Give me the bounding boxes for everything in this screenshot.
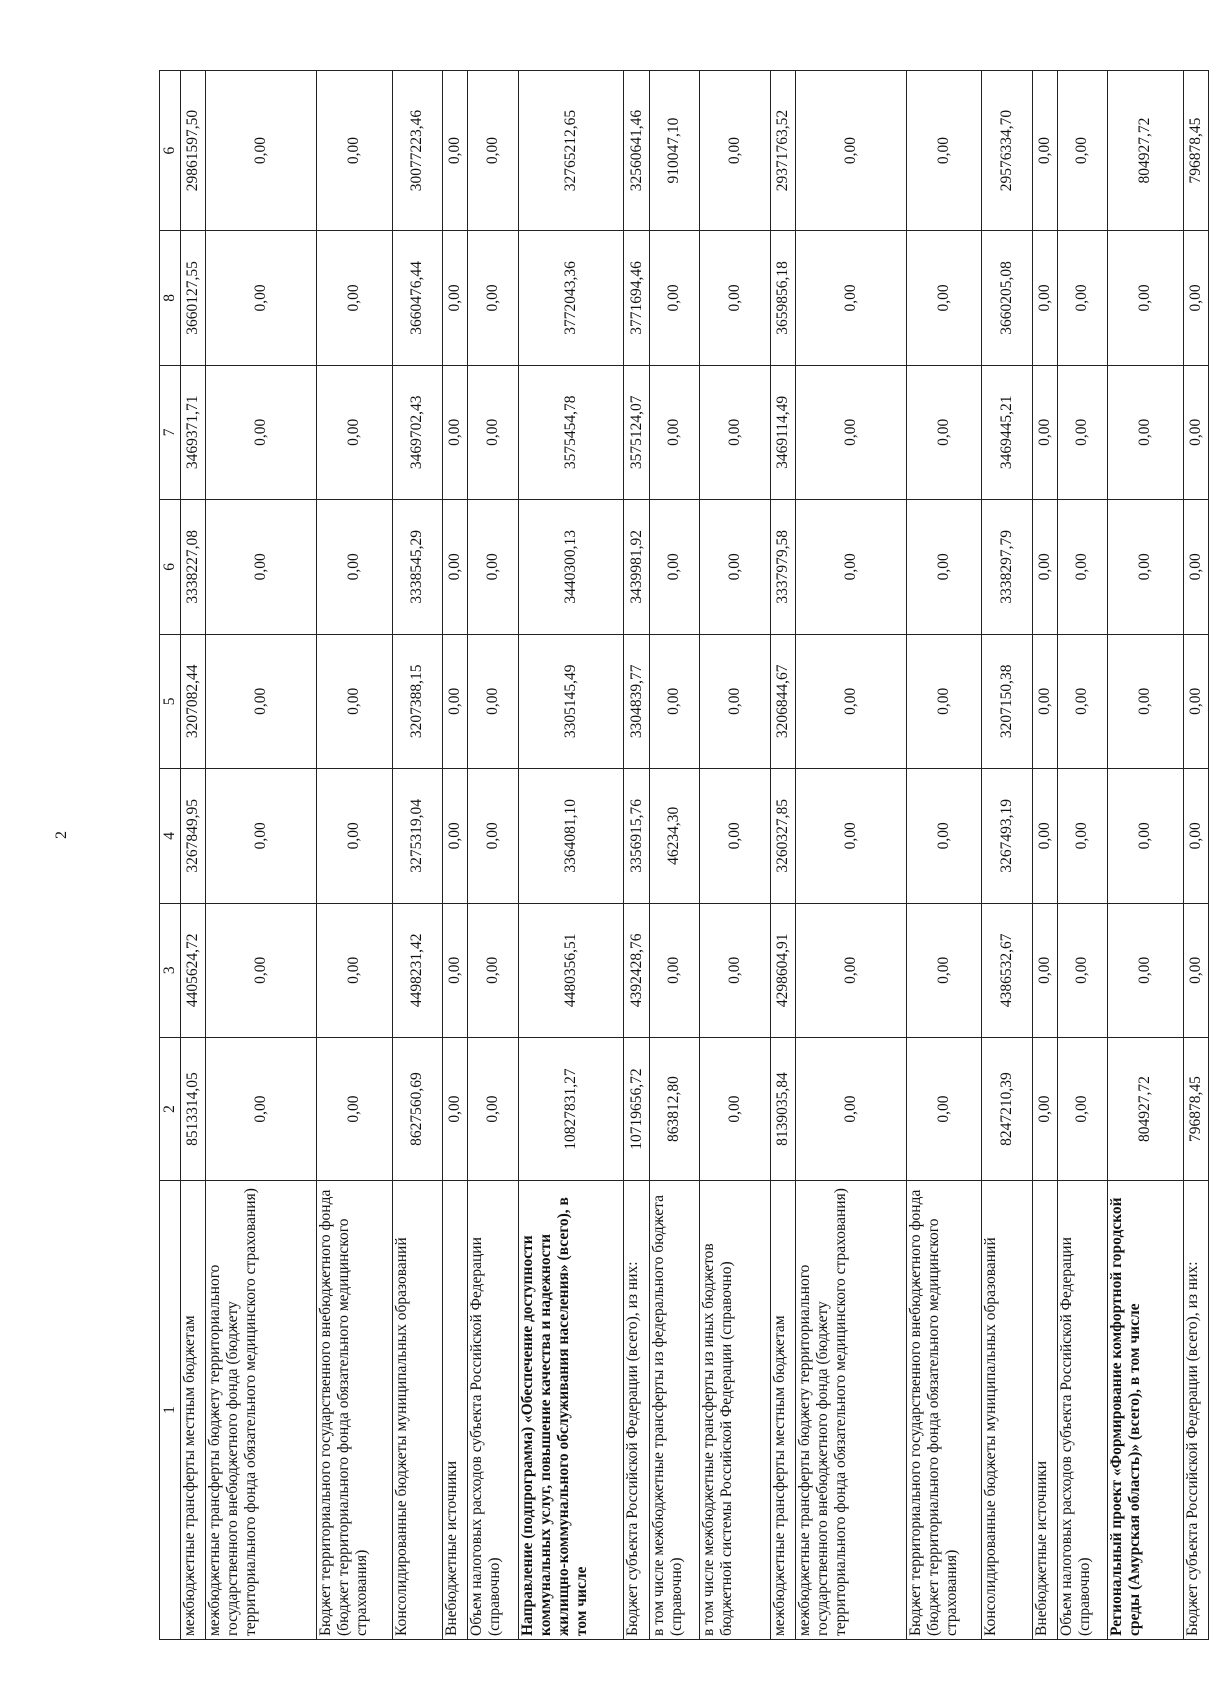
rotated-table-container bbox=[159, 70, 1209, 1640]
row-value: 3660205,08 bbox=[982, 231, 1032, 365]
row-value: 0,00 bbox=[443, 634, 468, 768]
row-label: в том числе межбюджетные трансферты из иных бюджетов бюджетной системы Российской Федерации (справочно) bbox=[699, 1181, 770, 1640]
row-label: Бюджет территориального государственного внебюджетного фонда (бюджет территориального фонда обязательного медицинского страхования) bbox=[906, 1181, 982, 1640]
row-value: 32765212,65 bbox=[518, 71, 624, 231]
row-value: 3267493,19 bbox=[982, 769, 1032, 903]
column-header: 7 bbox=[160, 365, 181, 499]
row-value: 0,00 bbox=[699, 769, 770, 903]
table-row bbox=[906, 71, 982, 1640]
row-value: 3575454,78 bbox=[518, 365, 624, 499]
row-value: 0,00 bbox=[206, 1038, 317, 1181]
row-value: 3356915,76 bbox=[624, 769, 649, 903]
row-value: 0,00 bbox=[1032, 903, 1057, 1037]
row-value: 3772043,36 bbox=[518, 231, 624, 365]
row-value: 0,00 bbox=[649, 903, 699, 1037]
column-header: 5 bbox=[160, 634, 181, 768]
column-header: 8 bbox=[160, 231, 181, 365]
row-value: 0,00 bbox=[906, 903, 982, 1037]
row-label: Внебюджетные источники bbox=[1032, 1181, 1057, 1640]
row-label: Направление (подпрограмма) «Обеспечение доступности коммунальных услуг, повышение качества и надежности жилищно-коммунального обслуживания населения» (всего), в том числе bbox=[518, 1181, 624, 1640]
table-row bbox=[443, 71, 468, 1640]
row-value: 0,00 bbox=[468, 769, 518, 903]
row-value: 0,00 bbox=[468, 1038, 518, 1181]
table-row bbox=[624, 71, 649, 1640]
row-value: 3771694,46 bbox=[624, 231, 649, 365]
row-value: 0,00 bbox=[795, 71, 906, 231]
row-value: 863812,80 bbox=[649, 1038, 699, 1181]
row-value: 10827831,27 bbox=[518, 1038, 624, 1181]
row-value: 3660127,55 bbox=[181, 231, 206, 365]
row-label: межбюджетные трансферты местным бюджетам bbox=[181, 1181, 206, 1640]
row-value: 0,00 bbox=[699, 1038, 770, 1181]
row-value: 804927,72 bbox=[1108, 1038, 1184, 1181]
row-value: 4405624,72 bbox=[181, 903, 206, 1037]
row-value: 0,00 bbox=[468, 500, 518, 634]
row-value: 0,00 bbox=[206, 231, 317, 365]
row-value: 3260327,85 bbox=[770, 769, 795, 903]
row-value: 0,00 bbox=[906, 500, 982, 634]
row-value: 0,00 bbox=[1183, 769, 1208, 903]
row-value: 0,00 bbox=[906, 231, 982, 365]
row-value: 3206844,67 bbox=[770, 634, 795, 768]
row-label: в том числе межбюджетные трансферты из федерального бюджета (справочно) bbox=[649, 1181, 699, 1640]
row-value: 0,00 bbox=[206, 71, 317, 231]
table-row bbox=[1108, 71, 1184, 1640]
row-value: 3439981,92 bbox=[624, 500, 649, 634]
row-value: 3338297,79 bbox=[982, 500, 1032, 634]
row-value: 0,00 bbox=[1108, 500, 1184, 634]
row-value: 4386532,67 bbox=[982, 903, 1032, 1037]
row-value: 796878,45 bbox=[1183, 1038, 1208, 1181]
row-value: 796878,45 bbox=[1183, 71, 1208, 231]
row-value: 0,00 bbox=[468, 365, 518, 499]
row-value: 0,00 bbox=[206, 500, 317, 634]
row-value: 3338545,29 bbox=[392, 500, 442, 634]
row-value: 0,00 bbox=[1032, 71, 1057, 231]
row-value: 0,00 bbox=[1057, 903, 1107, 1037]
row-value: 0,00 bbox=[1057, 71, 1107, 231]
budget-table bbox=[159, 70, 1209, 1640]
row-value: 0,00 bbox=[1057, 769, 1107, 903]
table-row bbox=[795, 71, 906, 1640]
row-value: 0,00 bbox=[795, 365, 906, 499]
row-value: 0,00 bbox=[1057, 500, 1107, 634]
row-value: 29576334,70 bbox=[982, 71, 1032, 231]
row-value: 3338227,08 bbox=[181, 500, 206, 634]
row-value: 0,00 bbox=[1183, 500, 1208, 634]
row-value: 0,00 bbox=[443, 1038, 468, 1181]
row-value: 0,00 bbox=[795, 231, 906, 365]
table-row bbox=[770, 71, 795, 1640]
row-value: 0,00 bbox=[468, 231, 518, 365]
table-row bbox=[518, 71, 624, 1640]
row-value: 0,00 bbox=[317, 71, 393, 231]
row-label: Бюджет субъекта Российской Федерации (всего), из них: bbox=[1183, 1181, 1208, 1640]
column-header: 6 bbox=[160, 500, 181, 634]
row-value: 0,00 bbox=[317, 903, 393, 1037]
row-value: 32560641,46 bbox=[624, 71, 649, 231]
row-value: 4392428,76 bbox=[624, 903, 649, 1037]
row-value: 10719656,72 bbox=[624, 1038, 649, 1181]
row-value: 3275319,04 bbox=[392, 769, 442, 903]
row-value: 0,00 bbox=[1032, 634, 1057, 768]
row-value: 3469114,49 bbox=[770, 365, 795, 499]
row-value: 0,00 bbox=[317, 769, 393, 903]
row-value: 29371763,52 bbox=[770, 71, 795, 231]
table-row bbox=[206, 71, 317, 1640]
row-value: 30077223,46 bbox=[392, 71, 442, 231]
row-value: 804927,72 bbox=[1108, 71, 1184, 231]
row-value: 0,00 bbox=[1032, 769, 1057, 903]
row-value: 0,00 bbox=[1108, 903, 1184, 1037]
row-value: 0,00 bbox=[468, 71, 518, 231]
row-value: 0,00 bbox=[795, 1038, 906, 1181]
row-label: межбюджетные трансферты местным бюджетам bbox=[770, 1181, 795, 1640]
row-value: 0,00 bbox=[649, 634, 699, 768]
row-value: 0,00 bbox=[1057, 1038, 1107, 1181]
table-row bbox=[1032, 71, 1057, 1640]
row-value: 0,00 bbox=[206, 769, 317, 903]
row-value: 0,00 bbox=[317, 231, 393, 365]
row-value: 0,00 bbox=[649, 500, 699, 634]
row-value: 910047,10 bbox=[649, 71, 699, 231]
row-value: 0,00 bbox=[1108, 769, 1184, 903]
column-header: 2 bbox=[160, 1038, 181, 1181]
row-value: 0,00 bbox=[699, 231, 770, 365]
row-value: 0,00 bbox=[699, 634, 770, 768]
row-value: 0,00 bbox=[206, 365, 317, 499]
row-value: 0,00 bbox=[206, 903, 317, 1037]
row-label: Бюджет субъекта Российской Федерации (всего), из них: bbox=[624, 1181, 649, 1640]
row-value: 4298604,91 bbox=[770, 903, 795, 1037]
row-value: 0,00 bbox=[906, 71, 982, 231]
row-value: 8627560,69 bbox=[392, 1038, 442, 1181]
row-value: 3469371,71 bbox=[181, 365, 206, 499]
column-header: 1 bbox=[160, 1181, 181, 1640]
table-row bbox=[649, 71, 699, 1640]
row-value: 0,00 bbox=[906, 769, 982, 903]
row-label: Консолидированные бюджеты муниципальных образований bbox=[392, 1181, 442, 1640]
row-value: 3660476,44 bbox=[392, 231, 442, 365]
row-value: 3207150,38 bbox=[982, 634, 1032, 768]
row-value: 3304839,77 bbox=[624, 634, 649, 768]
page-number: 2 bbox=[53, 831, 70, 839]
row-label: Бюджет территориального государственного внебюджетного фонда (бюджет территориального фонда обязательного медицинского страхования) bbox=[317, 1181, 393, 1640]
column-header: 4 bbox=[160, 769, 181, 903]
row-value: 0,00 bbox=[1108, 634, 1184, 768]
row-value: 0,00 bbox=[1183, 365, 1208, 499]
table-row bbox=[699, 71, 770, 1640]
row-value: 0,00 bbox=[906, 634, 982, 768]
row-label: межбюджетные трансферты бюджету территориального государственного внебюджетного фонда (бюджету территориального фонда обязательного медицинского страхования) bbox=[795, 1181, 906, 1640]
row-value: 8139035,84 bbox=[770, 1038, 795, 1181]
row-value: 0,00 bbox=[443, 231, 468, 365]
row-label: межбюджетные трансферты бюджету территориального государственного внебюджетного фонда (бюджету территориального фонда обязательного медицинского страхования) bbox=[206, 1181, 317, 1640]
row-value: 3207388,15 bbox=[392, 634, 442, 768]
row-value: 0,00 bbox=[906, 1038, 982, 1181]
row-value: 4480356,51 bbox=[518, 903, 624, 1037]
column-header: 6 bbox=[160, 71, 181, 231]
table-row bbox=[1183, 71, 1208, 1640]
row-value: 0,00 bbox=[1183, 903, 1208, 1037]
row-value: 0,00 bbox=[1057, 231, 1107, 365]
header-row bbox=[160, 71, 181, 1640]
row-value: 3207082,44 bbox=[181, 634, 206, 768]
row-value: 3267849,95 bbox=[181, 769, 206, 903]
row-value: 0,00 bbox=[317, 365, 393, 499]
row-value: 8247210,39 bbox=[982, 1038, 1032, 1181]
row-value: 0,00 bbox=[906, 365, 982, 499]
row-value: 0,00 bbox=[699, 71, 770, 231]
table-row bbox=[1057, 71, 1107, 1640]
row-value: 8513314,05 bbox=[181, 1038, 206, 1181]
row-value: 0,00 bbox=[443, 903, 468, 1037]
table-row bbox=[317, 71, 393, 1640]
row-value: 0,00 bbox=[649, 231, 699, 365]
row-value: 0,00 bbox=[795, 500, 906, 634]
row-value: 0,00 bbox=[699, 365, 770, 499]
row-label: Консолидированные бюджеты муниципальных образований bbox=[982, 1181, 1032, 1640]
row-label: Объем налоговых расходов субъекта Российской Федерации (справочно) bbox=[468, 1181, 518, 1640]
row-value: 0,00 bbox=[699, 903, 770, 1037]
row-value: 0,00 bbox=[317, 634, 393, 768]
row-label: Объем налоговых расходов субъекта Российской Федерации (справочно) bbox=[1057, 1181, 1107, 1640]
row-value: 0,00 bbox=[1057, 634, 1107, 768]
row-value: 0,00 bbox=[206, 634, 317, 768]
row-value: 4498231,42 bbox=[392, 903, 442, 1037]
table-row bbox=[392, 71, 442, 1640]
row-value: 0,00 bbox=[649, 365, 699, 499]
row-value: 0,00 bbox=[468, 634, 518, 768]
row-value: 3440300,13 bbox=[518, 500, 624, 634]
column-header: 3 bbox=[160, 903, 181, 1037]
row-value: 29861597,50 bbox=[181, 71, 206, 231]
row-value: 0,00 bbox=[443, 71, 468, 231]
row-value: 3469702,43 bbox=[392, 365, 442, 499]
row-value: 0,00 bbox=[1108, 365, 1184, 499]
row-value: 0,00 bbox=[1057, 365, 1107, 499]
row-label: Региональный проект «Формирование комфортной городской среды (Амурская область)» (всего), в том числе bbox=[1108, 1181, 1184, 1640]
row-value: 0,00 bbox=[795, 903, 906, 1037]
row-value: 3364081,10 bbox=[518, 769, 624, 903]
row-value: 0,00 bbox=[443, 500, 468, 634]
row-value: 0,00 bbox=[443, 365, 468, 499]
row-value: 0,00 bbox=[795, 769, 906, 903]
row-value: 0,00 bbox=[1032, 1038, 1057, 1181]
row-value: 46234,30 bbox=[649, 769, 699, 903]
row-value: 0,00 bbox=[443, 769, 468, 903]
row-value: 3337979,58 bbox=[770, 500, 795, 634]
row-value: 0,00 bbox=[317, 1038, 393, 1181]
row-value: 0,00 bbox=[1032, 231, 1057, 365]
row-value: 3305145,49 bbox=[518, 634, 624, 768]
table-row bbox=[181, 71, 206, 1640]
row-value: 3469445,21 bbox=[982, 365, 1032, 499]
row-value: 0,00 bbox=[1183, 634, 1208, 768]
row-value: 0,00 bbox=[1032, 365, 1057, 499]
row-value: 0,00 bbox=[699, 500, 770, 634]
row-value: 0,00 bbox=[1183, 231, 1208, 365]
row-value: 3659856,18 bbox=[770, 231, 795, 365]
row-value: 0,00 bbox=[1108, 231, 1184, 365]
row-value: 0,00 bbox=[1032, 500, 1057, 634]
row-value: 3575124,07 bbox=[624, 365, 649, 499]
row-value: 0,00 bbox=[468, 903, 518, 1037]
row-label: Внебюджетные источники bbox=[443, 1181, 468, 1640]
table-row bbox=[468, 71, 518, 1640]
table-row bbox=[982, 71, 1032, 1640]
row-value: 0,00 bbox=[795, 634, 906, 768]
row-value: 0,00 bbox=[317, 500, 393, 634]
